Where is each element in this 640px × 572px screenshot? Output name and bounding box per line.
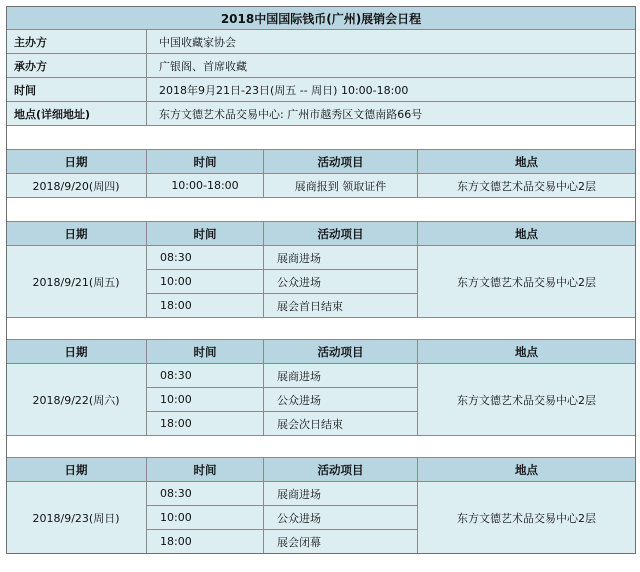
day2-place: 东方文德艺术品交易中心2层 (418, 246, 636, 318)
day4-activity: 展商进场 (264, 482, 418, 506)
header-time: 时间 (147, 222, 264, 246)
day2-time: 08:30 (147, 246, 264, 270)
day3-time: 10:00 (147, 388, 264, 412)
day2-activity: 展会首日结束 (264, 294, 418, 318)
spacer-row (6, 126, 636, 150)
organizer-label: 主办方 (6, 30, 147, 54)
day3-date: 2018/9/22(周六) (6, 364, 147, 436)
day2-date: 2018/9/21(周五) (6, 246, 147, 318)
header-date: 日期 (6, 150, 147, 174)
day2-activity: 展商进场 (264, 246, 418, 270)
day3-time: 08:30 (147, 364, 264, 388)
day3-activity: 展会次日结束 (264, 412, 418, 436)
header-place: 地点 (418, 340, 636, 364)
header-activity: 活动项目 (264, 340, 418, 364)
coorganizer-label: 承办方 (6, 54, 147, 78)
header-time: 时间 (147, 150, 264, 174)
header-date: 日期 (6, 458, 147, 482)
header-activity: 活动项目 (264, 222, 418, 246)
day1-activity: 展商报到 领取证件 (264, 174, 418, 198)
day4-activity: 公众进场 (264, 506, 418, 530)
day4-date: 2018/9/23(周日) (6, 482, 147, 554)
header-activity: 活动项目 (264, 150, 418, 174)
schedule-title: 2018中国国际钱币(广州)展销会日程 (6, 6, 636, 30)
time-value: 2018年9月21日-23日(周五 -- 周日) 10:00-18:00 (147, 78, 636, 102)
spacer-row (6, 318, 636, 340)
time-label: 时间 (6, 78, 147, 102)
day2-time: 18:00 (147, 294, 264, 318)
spacer-row (6, 436, 636, 458)
day4-activity: 展会闭幕 (264, 530, 418, 554)
header-place: 地点 (418, 222, 636, 246)
day2-time: 10:00 (147, 270, 264, 294)
day4-time: 08:30 (147, 482, 264, 506)
day4-time: 10:00 (147, 506, 264, 530)
day3-time: 18:00 (147, 412, 264, 436)
header-place: 地点 (418, 458, 636, 482)
day2-activity: 公众进场 (264, 270, 418, 294)
day1-time: 10:00-18:00 (147, 174, 264, 198)
day4-time: 18:00 (147, 530, 264, 554)
header-date: 日期 (6, 340, 147, 364)
coorganizer-value: 广银阁、首席收藏 (147, 54, 636, 78)
spacer-row (6, 198, 636, 222)
day1-place: 东方文德艺术品交易中心2层 (418, 174, 636, 198)
day3-activity: 展商进场 (264, 364, 418, 388)
header-time: 时间 (147, 458, 264, 482)
header-activity: 活动项目 (264, 458, 418, 482)
day1-date: 2018/9/20(周四) (6, 174, 147, 198)
header-place: 地点 (418, 150, 636, 174)
organizer-value: 中国收藏家协会 (147, 30, 636, 54)
day3-place: 东方文德艺术品交易中心2层 (418, 364, 636, 436)
header-date: 日期 (6, 222, 147, 246)
header-time: 时间 (147, 340, 264, 364)
day4-place: 东方文德艺术品交易中心2层 (418, 482, 636, 554)
location-label: 地点(详细地址) (6, 102, 147, 126)
location-value: 东方文德艺术品交易中心: 广州市越秀区文德南路66号 (147, 102, 636, 126)
day3-activity: 公众进场 (264, 388, 418, 412)
